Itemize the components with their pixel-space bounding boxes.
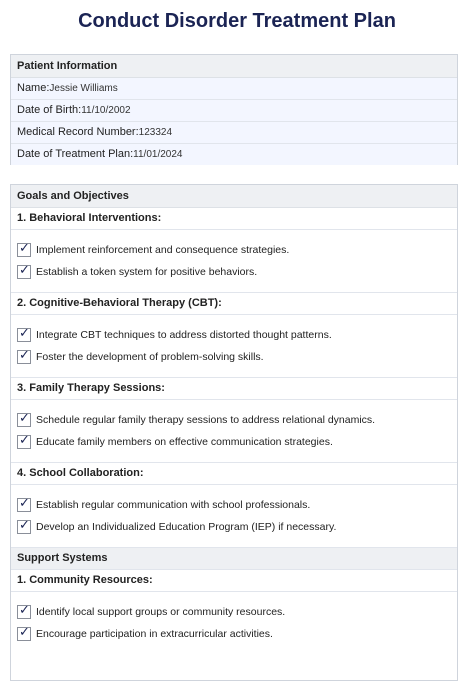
page-title: Conduct Disorder Treatment Plan (78, 10, 396, 32)
checklist-item-text: Implement reinforcement and consequence strategies. (36, 244, 290, 256)
checkmark-icon: ✓ (19, 262, 30, 277)
dob-value: 11/10/2002 (81, 105, 131, 116)
checkbox[interactable] (17, 347, 31, 364)
section-title: 1. Behavioral Interventions: (11, 208, 457, 230)
name-value: Jessie Williams (49, 83, 118, 94)
checklist-item-text: Establish a token system for positive behaviors. (36, 266, 258, 278)
checklist-item-text: Schedule regular family therapy sessions to address relational dynamics. (36, 414, 376, 426)
checklist-item (17, 494, 457, 516)
checkmark-icon: ✓ (19, 325, 30, 340)
checklist-item (17, 623, 457, 645)
plan-date-row (11, 144, 457, 165)
checklist-item (17, 431, 457, 453)
patient-information-heading: Patient Information (11, 55, 457, 78)
checklist-item (17, 601, 457, 623)
mrn-row (11, 122, 457, 144)
section-title: 3. Family Therapy Sessions: (11, 378, 457, 400)
checklist (11, 485, 457, 548)
section-title: 2. Cognitive-Behavioral Therapy (CBT): (11, 293, 457, 315)
support-systems-heading: Support Systems (11, 548, 457, 570)
checklist-item-text: Identify local support groups or community resources. (36, 606, 286, 618)
checklist-item-text: Integrate CBT techniques to address distorted thought patterns. (36, 329, 332, 341)
checklist (11, 230, 457, 293)
goals-card (10, 184, 458, 681)
checkmark-icon: ✓ (19, 347, 30, 362)
checkbox[interactable] (17, 602, 31, 619)
mrn-label: Medical Record Number: (17, 126, 139, 138)
plan-date-label: Date of Treatment Plan: (17, 148, 134, 160)
checklist-item (17, 324, 457, 346)
checklist-item (17, 261, 457, 283)
checklist-item-text: Encourage participation in extracurricular activities. (36, 628, 273, 640)
section-title: 1. Community Resources: (11, 570, 457, 592)
checklist-item-text: Establish regular communication with school professionals. (36, 499, 311, 511)
checklist-item-text: Develop an Individualized Education Program (IEP) if necessary. (36, 521, 337, 533)
goals-heading: Goals and Objectives (11, 185, 457, 208)
checkbox[interactable] (17, 410, 31, 427)
checklist (11, 592, 457, 654)
checklist-item-text: Foster the development of problem-solving skills. (36, 351, 264, 363)
patient-information-card (10, 54, 458, 165)
checkbox[interactable] (17, 262, 31, 279)
section-title: 4. School Collaboration: (11, 463, 457, 485)
checklist-item (17, 516, 457, 538)
checklist-item (17, 346, 457, 368)
checklist-item (17, 409, 457, 431)
checklist (11, 400, 457, 463)
checklist (11, 315, 457, 378)
checkmark-icon: ✓ (19, 432, 30, 447)
checkmark-icon: ✓ (19, 624, 30, 639)
checkmark-icon: ✓ (19, 495, 30, 510)
checkbox[interactable] (17, 517, 31, 534)
checkmark-icon: ✓ (19, 410, 30, 425)
checkbox[interactable] (17, 240, 31, 257)
checkbox[interactable] (17, 495, 31, 512)
dob-label: Date of Birth: (17, 104, 82, 116)
name-row (11, 78, 457, 100)
checkbox[interactable] (17, 432, 31, 449)
name-label: Name: (17, 82, 50, 94)
checkmark-icon: ✓ (19, 602, 30, 617)
checklist-item-text: Educate family members on effective communication strategies. (36, 436, 333, 448)
checkbox[interactable] (17, 624, 31, 641)
checklist-item (17, 239, 457, 261)
checkbox[interactable] (17, 325, 31, 342)
mrn-value: 123324 (138, 127, 173, 138)
checkmark-icon: ✓ (19, 517, 30, 532)
dob-row (11, 100, 457, 122)
plan-date-value: 11/01/2024 (133, 149, 183, 160)
checkmark-icon: ✓ (19, 240, 30, 255)
